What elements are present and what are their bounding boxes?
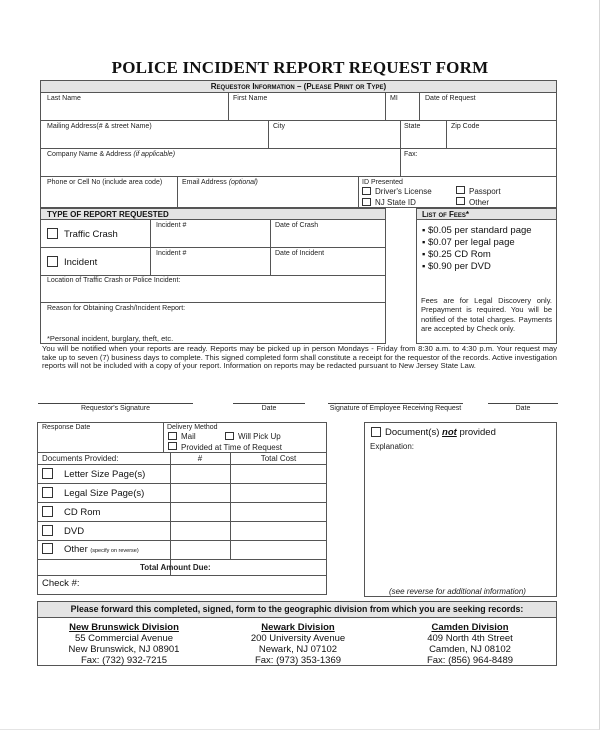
fee-item-standard: ▪ $0.05 per standard page <box>422 225 532 236</box>
nj-state-id-checkbox[interactable] <box>362 198 371 206</box>
provided-at-request-checkbox[interactable] <box>168 442 177 450</box>
letter-size-checkbox[interactable] <box>42 468 53 479</box>
forward-note: Please forward this completed, signed, form to the geographic division from which you are seeking records: <box>37 601 557 618</box>
requestor-signature-line[interactable] <box>38 403 193 404</box>
total-cost-column-header: Total Cost <box>260 454 297 463</box>
not-provided-checkbox[interactable] <box>371 427 381 437</box>
personal-incident-note: *Personal incident, burglary, theft, etc. <box>47 334 174 343</box>
other-doc-checkbox[interactable] <box>42 543 53 554</box>
new-brunswick-city: New Brunswick, NJ 08901 <box>68 644 180 655</box>
state-field[interactable]: State <box>404 123 421 130</box>
fee-item-cd: ▪ $0.25 CD Rom <box>422 249 491 260</box>
newark-fax: Fax: (973) 353-1369 <box>254 655 342 666</box>
employee-signature-line[interactable] <box>328 403 463 404</box>
legal-size-checkbox[interactable] <box>42 487 53 498</box>
other-doc-note: (specify on reverse) <box>90 548 139 554</box>
explanation-label: Explanation: <box>370 442 415 451</box>
email-field[interactable] <box>182 179 258 187</box>
phone-field[interactable]: Phone or Cell No (include area code) <box>47 179 163 186</box>
reason-field[interactable]: Reason for Obtaining Crash/Incident Report: <box>47 305 186 312</box>
company-note: (if applicable) <box>133 151 176 158</box>
employee-date-label: Date <box>515 405 531 412</box>
reverse-note: (see reverse for additional information) <box>389 587 526 596</box>
zip-code-field[interactable]: Zip Code <box>451 123 480 130</box>
letter-size-label: Letter Size Page(s) <box>64 469 146 480</box>
report-type-header: TYPE OF REPORT REQUESTED <box>40 208 386 220</box>
newark-city: Newark, NJ 07102 <box>258 644 338 655</box>
count-column-header: # <box>197 454 203 463</box>
first-name-field[interactable]: First Name <box>233 95 268 102</box>
last-name-field[interactable]: Last Name <box>47 95 81 102</box>
will-pick-up-label: Will Pick Up <box>238 432 281 441</box>
check-number-field[interactable]: Check #: <box>42 578 80 589</box>
newark-division-name: Newark Division <box>261 622 335 633</box>
camden-division-name: Camden Division <box>431 622 509 633</box>
provided-at-request-label: Provided at Time of Request <box>181 443 282 452</box>
other-doc-text: Other <box>64 544 88 555</box>
response-date-field[interactable]: Response Date <box>42 424 91 431</box>
total-amount-due-label: Total Amount Due: <box>140 563 211 572</box>
location-field[interactable]: Location of Traffic Crash or Police Incident: <box>47 277 181 284</box>
city-field[interactable]: City <box>273 123 286 130</box>
company-label: Company Name & Address <box>47 151 132 158</box>
crash-incident-number-field[interactable]: Incident # <box>156 222 187 229</box>
email-note: (optional) <box>228 179 258 186</box>
new-brunswick-division-name: New Brunswick Division <box>69 622 179 633</box>
mail-label: Mail <box>181 432 196 441</box>
camden-city: Camden, NJ 08102 <box>429 644 511 655</box>
incident-checkbox[interactable] <box>47 256 58 267</box>
passport-checkbox[interactable] <box>456 186 465 194</box>
drivers-license-label: Driver's License <box>375 187 432 196</box>
date-of-request-field[interactable]: Date of Request <box>425 95 476 102</box>
fee-item-dvd: ▪ $0.90 per DVD <box>422 261 491 272</box>
camden-street: 409 North 4th Street <box>427 633 513 644</box>
date-of-crash-field[interactable]: Date of Crash <box>275 222 319 229</box>
fees-header: List of Fees* <box>416 208 557 220</box>
explanation-area[interactable] <box>366 453 554 583</box>
employee-signature-label: Signature of Employee Receiving Request <box>329 405 462 412</box>
employee-date-line[interactable] <box>488 403 558 404</box>
dvd-checkbox[interactable] <box>42 525 53 536</box>
pickup-notice: You will be notified when your reports are ready. Reports may be picked up in person Mondays - Friday from 8:30 a.m. to 4:30 p.m. Your request may take up to seven (7) business days to complete. This signed completed form shall constitute a receipt for the requestor of the records. Active investigation reports will not be included with a copy of your report. Information on reports may be redacted pursuant to New Jersey State Law. <box>42 344 557 371</box>
requestor-header: Requestor Information – (Please Print or Type) <box>40 80 557 93</box>
mailing-address-field[interactable]: Mailing Address(# & street Name) <box>47 123 152 130</box>
traffic-crash-checkbox[interactable] <box>47 228 58 239</box>
passport-label: Passport <box>469 187 501 196</box>
will-pick-up-checkbox[interactable] <box>225 432 234 440</box>
not-provided-label: Document(s) not provided <box>385 427 496 438</box>
requestor-signature-label: Requestor's Signature <box>80 405 151 412</box>
mail-checkbox[interactable] <box>168 432 177 440</box>
nj-state-id-label: NJ State ID <box>375 198 416 207</box>
incident-number-field[interactable]: Incident # <box>156 250 187 257</box>
cd-rom-label: CD Rom <box>64 507 101 518</box>
fees-note: Fees are for Legal Discovery only. Prepayment is required. You will be notified of the total charges. Payments are accepted by Check only. <box>421 296 552 334</box>
other-id-checkbox[interactable] <box>456 197 465 205</box>
incident-label: Incident <box>64 257 98 268</box>
email-label: Email Address <box>182 179 227 186</box>
traffic-crash-label: Traffic Crash <box>64 229 118 240</box>
camden-fax: Fax: (856) 964-8489 <box>426 655 514 666</box>
drivers-license-checkbox[interactable] <box>362 187 371 195</box>
new-brunswick-fax: Fax: (732) 932-7215 <box>80 655 168 666</box>
delivery-method-label: Delivery Method <box>167 424 218 431</box>
form-title: POLICE INCIDENT REPORT REQUEST FORM <box>111 58 489 77</box>
company-field[interactable] <box>47 151 175 159</box>
new-brunswick-street: 55 Commercial Avenue <box>74 633 174 644</box>
other-id-label: Other <box>469 198 490 207</box>
mi-field[interactable]: MI <box>390 95 398 102</box>
date-of-incident-field[interactable]: Date of Incident <box>275 250 325 257</box>
dvd-label: DVD <box>64 526 85 537</box>
fee-item-legal: ▪ $0.07 per legal page <box>422 237 515 248</box>
documents-provided-label: Documents Provided: <box>42 454 119 463</box>
requestor-date-line[interactable] <box>233 403 305 404</box>
id-presented-label: ID Presented <box>362 179 403 186</box>
fax-field[interactable]: Fax: <box>404 151 418 158</box>
cd-rom-checkbox[interactable] <box>42 506 53 517</box>
newark-street: 200 University Avenue <box>250 633 346 644</box>
other-doc-label <box>64 544 139 557</box>
requestor-date-label: Date <box>261 405 277 412</box>
legal-size-label: Legal Size Page(s) <box>64 488 145 499</box>
